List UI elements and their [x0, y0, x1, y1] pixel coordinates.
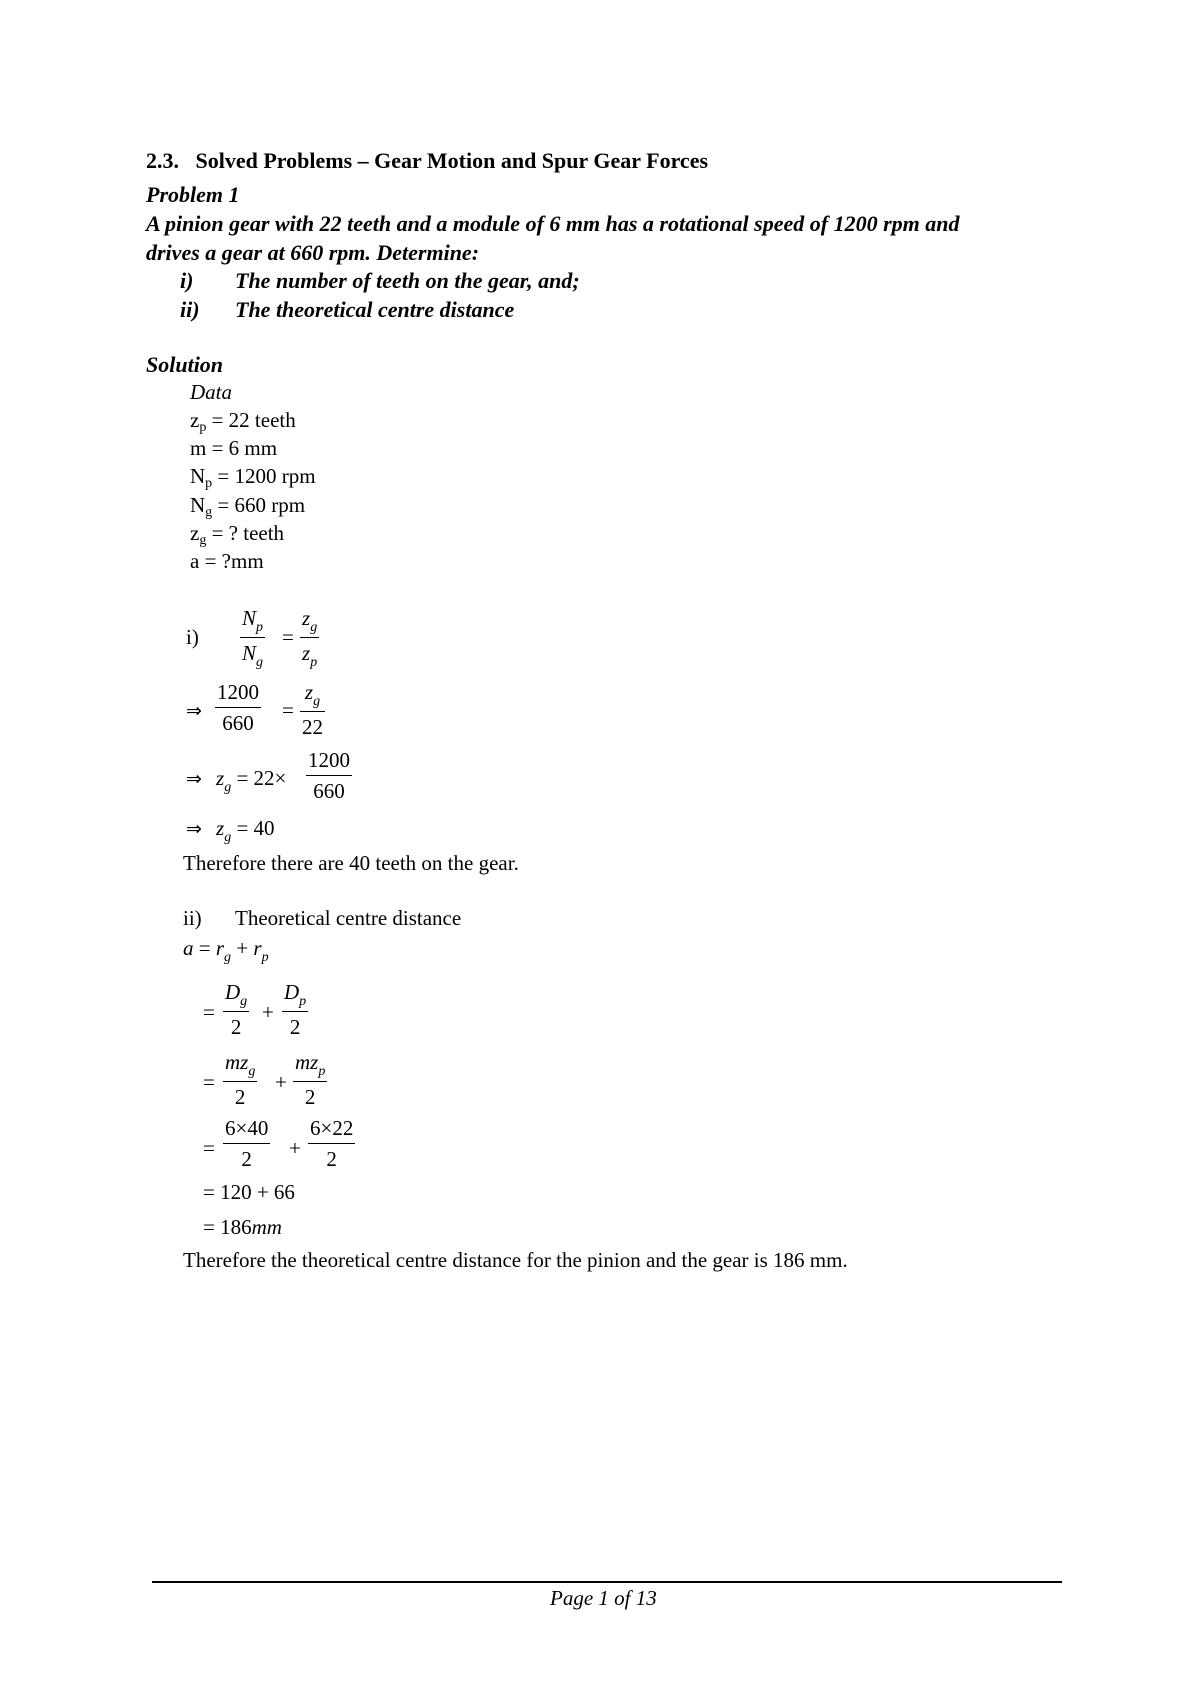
part2-eq5: = 120 + 66 [203, 1180, 295, 1204]
data-a: a = ?mm [190, 549, 264, 573]
part1-label: i) [186, 625, 199, 649]
data-ng: $N_g = 660$ rpm [190, 493, 306, 520]
eq3-lhs: $z_g = 22\times$ [216, 766, 287, 795]
part2-label: ii) [183, 906, 202, 930]
eq1-fraction-left: $\frac{N_p}{N_g}$ [242, 606, 264, 670]
eq1-fraction-right: $\frac{z_g}{z_p}$ [302, 606, 318, 670]
section-title: Solved Problems – Gear Motion and Spur Gear Forces [195, 148, 709, 173]
eq3-fraction: $\frac{1200}{660}$ [308, 748, 350, 803]
part2-conclusion: Therefore the theoretical centre distance for the pinion and the gear is 186 mm. [183, 1248, 848, 1272]
part2-eq3-fraction-right: $mz_p$ 2 [295, 1050, 326, 1109]
eq4-implies: ⇒ [186, 818, 202, 840]
part1-conclusion: Therefore there are 40 teeth on the gear. [183, 851, 519, 875]
problem-item-2-text: The theoretical centre distance [235, 297, 515, 322]
part2-eq3-equals: = [203, 1070, 215, 1094]
part2-eq6: = 186mm [203, 1215, 282, 1239]
part2-eq4-fraction-right: $\frac{6\times 22}{2}$ [310, 1116, 354, 1171]
data-np: $N_p = 1200$ rpm [190, 464, 316, 491]
problem-statement-line2: drives a gear at 660 rpm. Determine: [146, 240, 480, 265]
part2-eq1: $a = r_g + r_p$ [183, 936, 269, 965]
data-zg: $z_g$ = ? teeth [190, 521, 285, 548]
problem-item-1-text: The number of teeth on the gear, and; [235, 268, 580, 293]
part2-eq4-equals: = [203, 1136, 215, 1160]
solution-label: Solution [146, 352, 224, 377]
part2-eq4-fraction-left: $\frac{6\times 40}{2}$ [225, 1116, 269, 1171]
eq3-implies: ⇒ [186, 768, 202, 790]
part2-eq2-equals: = [203, 1000, 215, 1024]
part2-eq4-plus: + [289, 1136, 301, 1160]
footer-rule [152, 1581, 1062, 1583]
eq2-fraction-left: $\frac{1200}{660}$ [217, 680, 259, 735]
data-m: m = 6 mm [190, 436, 278, 460]
section-heading [146, 148, 708, 174]
section-number: 2.3. [146, 148, 179, 173]
eq1-equals: = [282, 625, 294, 649]
part2-eq2-fraction-right: $\frac{D_p}{2}$ [284, 980, 307, 1039]
problem-label: Problem 1 [146, 182, 240, 207]
eq4-result: $z_g = 40$ [216, 816, 275, 845]
problem-item-1-number: i) [180, 268, 194, 293]
page-number: Page 1 of 13 [550, 1586, 657, 1610]
part2-eq3-fraction-left: $mz_g$ 2 [225, 1050, 256, 1109]
eq2-equals: = [282, 698, 294, 722]
problem-item-2-number: ii) [180, 297, 200, 322]
eq2-implies: ⇒ [186, 700, 202, 722]
eq2-fraction-right: $\frac{z_g}{22}$ [302, 680, 323, 739]
data-zp: $z_p = 22$ teeth [190, 408, 296, 435]
data-label: Data [190, 380, 232, 404]
part2-title: Theoretical centre distance [235, 906, 462, 930]
part2-eq2-plus: + [262, 1000, 274, 1024]
part2-eq3-plus: + [275, 1070, 287, 1094]
part2-eq2-fraction-left: $\frac{D_g}{2}$ [225, 980, 248, 1039]
problem-statement-line1: A pinion gear with 22 teeth and a module of 6 mm has a rotational speed of 1200 rpm and [146, 211, 960, 236]
